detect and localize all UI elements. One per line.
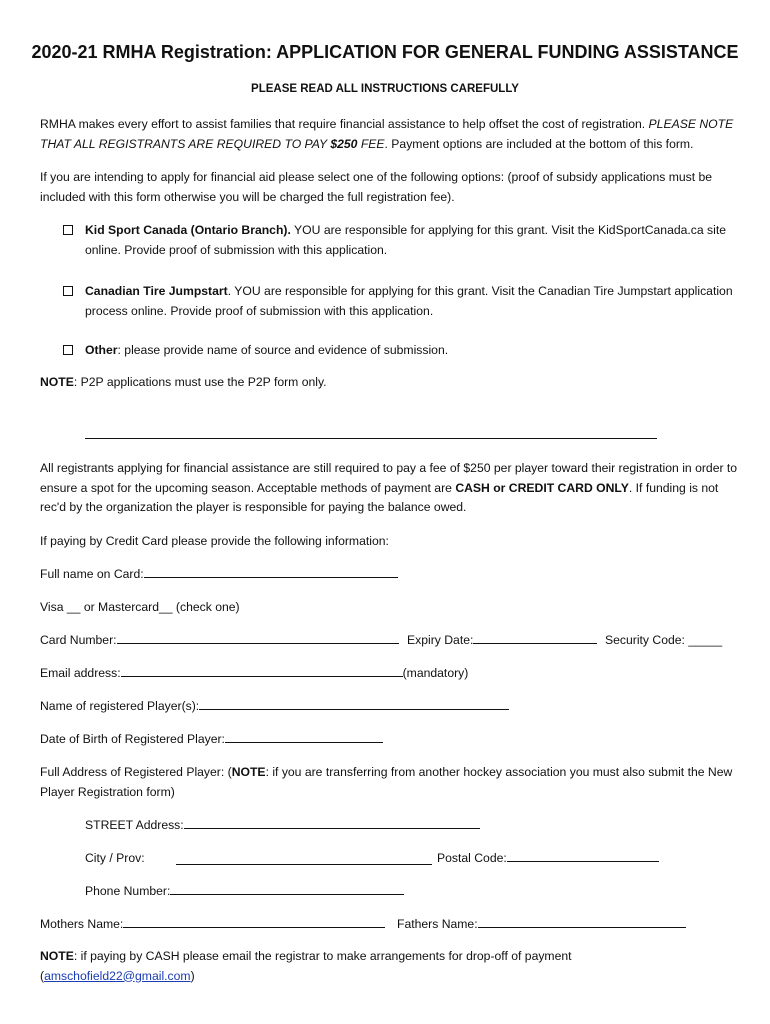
intro-fee-amount: $250: [330, 136, 358, 151]
email-field[interactable]: [121, 664, 403, 677]
phone-field[interactable]: [170, 882, 404, 895]
page-title: 2020-21 RMHA Registration: APPLICATION FOR GENERAL FUNDING ASSISTANCE: [31, 42, 739, 62]
dob-row: [40, 730, 383, 749]
players-field[interactable]: [199, 697, 509, 710]
address-note-label: NOTE: [231, 765, 266, 779]
fee-balance-text: . If funding is not rec'd by the organization the player is responsible for paying the balance owed.: [40, 480, 719, 514]
fathers-label: Fathers Name:: [397, 917, 478, 931]
option-jumpstart: [85, 281, 745, 321]
phone-row: [85, 882, 404, 901]
fee-text: All registrants applying for financial assistance are still required to pay a fee of $250 per player toward their registration in order to ensure a spot for the upcoming season. Acceptable methods of payment are: [40, 461, 738, 495]
mothers-row: [40, 915, 385, 934]
option-kidsport-text: YOU are responsible for applying for this grant. Visit the KidSportCanada.ca site online. Provide proof of submission with this application.: [85, 223, 727, 257]
fee-paragraph: [40, 459, 740, 518]
card-number-label: Card Number:: [40, 633, 117, 647]
expiry-field[interactable]: [473, 631, 597, 644]
address-label: Full Address of Registered Player: (: [40, 765, 232, 779]
players-row: [40, 697, 509, 716]
divider-line: [85, 438, 657, 439]
phone-label: Phone Number:: [85, 884, 171, 898]
email-row: [40, 664, 468, 683]
note-text: : P2P applications must use the P2P form only.: [73, 375, 327, 389]
option-jumpstart-text: . YOU are responsible for applying for this grant. Visit the Canadian Tire Jumpstart application process online. Provide proof of submission with this application.: [85, 284, 733, 318]
street-row: [85, 816, 480, 835]
option-jumpstart-title: Canadian Tire Jumpstart: [85, 284, 228, 298]
players-label: Name of registered Player(s):: [40, 699, 200, 713]
option-checkbox-kidsport[interactable]: [63, 225, 73, 235]
security-code-field[interactable]: Security Code: _____: [605, 633, 723, 647]
full-name-label: Full name on Card:: [40, 567, 144, 581]
mothers-label: Mothers Name:: [40, 917, 124, 931]
intro-payment-text: . Payment options are included at the bottom of this form.: [384, 136, 694, 151]
note-label: NOTE: [40, 375, 74, 389]
option-kidsport-title: Kid Sport Canada (Ontario Branch).: [85, 223, 291, 237]
full-name-field[interactable]: [144, 565, 398, 578]
card-type-row[interactable]: Visa __ or Mastercard__ (check one): [40, 600, 240, 614]
postal-label: Postal Code:: [437, 851, 507, 865]
credit-card-intro: If paying by Credit Card please provide the following information:: [40, 534, 389, 548]
aid-paragraph: If you are intending to apply for financial aid please select one of the following options: (proof of subsidy applications must be included with this form otherwise you will be charged the full registration fee).: [40, 170, 713, 204]
email-close-paren: ): [190, 968, 195, 983]
dob-field[interactable]: [225, 730, 383, 743]
option-other-text: : please provide name of source and evidence of submission.: [117, 343, 449, 357]
intro-notice-fee: FEE: [357, 136, 385, 151]
expiry-row: [407, 631, 597, 650]
payment-methods: CASH or CREDIT CARD ONLY: [455, 480, 629, 495]
card-number-row: [40, 631, 399, 650]
intro-notice: PLEASE NOTE THAT ALL REGISTRANTS ARE REQUIRED TO PAY: [40, 117, 734, 151]
registrar-email-link[interactable]: amschofield22@gmail.com: [44, 968, 191, 983]
email-open-paren: (: [40, 968, 45, 983]
card-number-field[interactable]: [117, 631, 399, 644]
fathers-row: [397, 915, 686, 934]
full-name-row: [40, 565, 398, 584]
cash-note-label: NOTE: [40, 949, 74, 963]
cash-note-text: : if paying by CASH please email the registrar to make arrangements for drop-off of payment: [73, 949, 572, 963]
street-label: STREET Address:: [85, 818, 184, 832]
option-checkbox-jumpstart[interactable]: [63, 286, 73, 296]
option-kidsport: [85, 220, 745, 260]
cash-note: [40, 947, 740, 986]
p2p-note: [40, 373, 327, 392]
option-other-title: Other: [85, 343, 118, 357]
postal-field[interactable]: [507, 849, 659, 862]
address-note-text: : if you are transferring from another hockey association you must also submit the New Player Registration form): [40, 765, 733, 799]
option-checkbox-other[interactable]: [63, 345, 73, 355]
mothers-field[interactable]: [123, 915, 385, 928]
option-other: [85, 340, 745, 360]
postal-row: [437, 849, 659, 868]
email-mandatory: (mandatory): [402, 666, 469, 680]
expiry-label: Expiry Date:: [407, 633, 474, 647]
intro-text: RMHA makes every effort to assist families that require financial assistance to help offset the cost of registration.: [40, 117, 649, 131]
intro-paragraph: [40, 115, 740, 154]
fathers-field[interactable]: [478, 915, 686, 928]
street-field[interactable]: [184, 816, 480, 829]
page-subtitle: PLEASE READ ALL INSTRUCTIONS CAREFULLY: [251, 83, 519, 95]
city-label: City / Prov:: [85, 851, 145, 865]
city-field[interactable]: [176, 852, 432, 865]
dob-label: Date of Birth of Registered Player:: [40, 732, 225, 746]
address-paragraph: [40, 763, 740, 802]
email-label: Email address:: [40, 666, 121, 680]
